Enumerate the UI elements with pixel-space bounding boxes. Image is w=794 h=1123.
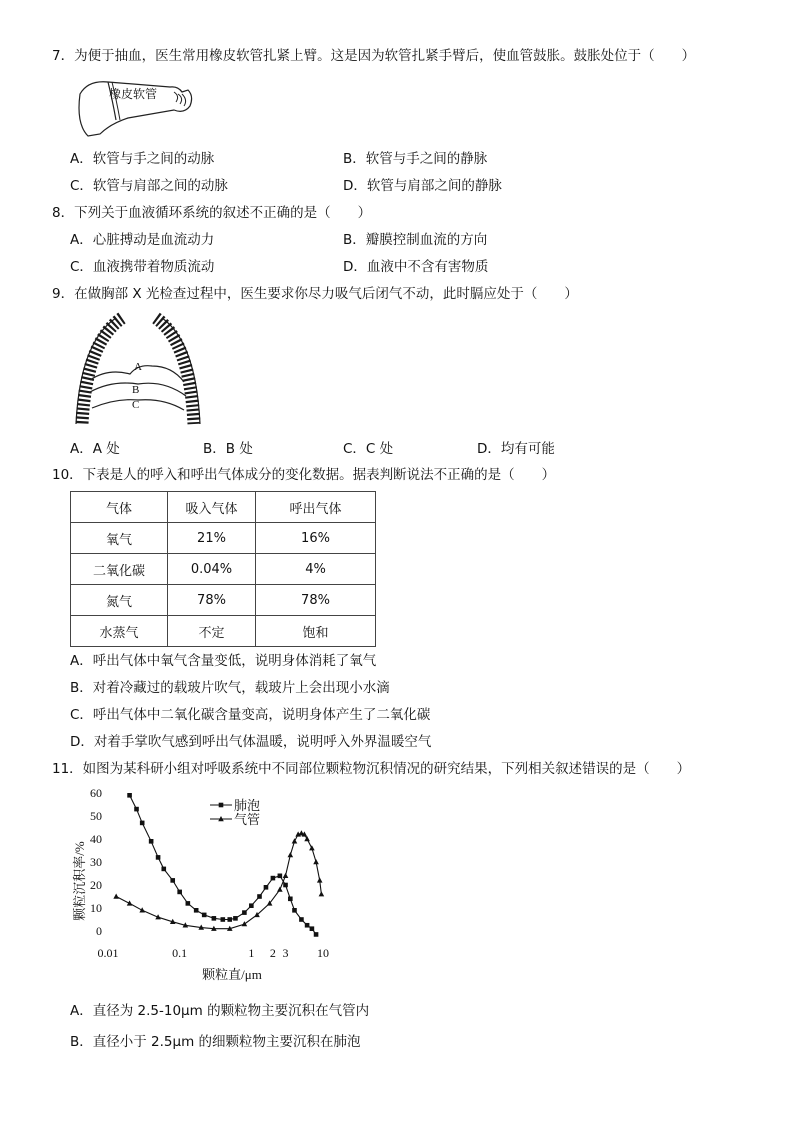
y-tick-label: 40 [90,832,102,846]
data-point-square [283,883,288,888]
table-cell: 水蒸气 [71,616,168,647]
table-cell: 16% [256,523,376,554]
data-point-square [202,913,207,918]
y-tick-label: 10 [90,901,102,915]
q7-option-c: C．软管与肩部之间的动脉 [70,178,228,194]
x-tick-label: 2 [269,946,276,960]
deposition-chart [68,783,348,988]
data-point-square [233,916,238,921]
table-header: 呼出气体 [256,492,376,523]
q9-option-c: C．C 处 [343,441,394,457]
data-point-square [134,807,139,812]
label-a: A [134,361,142,373]
table-cell: 氮气 [71,585,168,616]
data-point-square [299,917,304,922]
chart-xlabel: 颗粒直/μm [202,967,262,982]
legend-label: 气管 [234,812,261,827]
table-cell: 饱和 [256,616,376,647]
q9-option-a: A．A 处 [70,441,120,457]
table-row [71,523,376,554]
q7-option-a: A．软管与手之间的动脉 [70,151,215,167]
data-point-triangle [292,838,298,843]
data-point-square [305,923,310,928]
data-point-square [177,890,182,895]
data-point-triangle [288,852,294,857]
table-cell: 78% [168,585,256,616]
data-point-square [292,908,297,913]
data-point-square [170,878,175,883]
data-point-triangle [304,836,310,841]
legend-marker-square [219,803,224,808]
q9-option-b: B．B 处 [203,441,253,457]
data-point-triangle [139,907,145,912]
q10-option-d: D．对着手掌吹气感到呼出气体温暖，说明呼入外界温暖空气 [70,734,432,750]
arm-tourniquet-figure [70,72,195,142]
data-point-square [156,855,161,860]
q10-stem: 10．下表是人的呼入和呼出气体成分的变化数据。据表判断说法不正确的是（ ） [52,467,556,483]
q7-option-d: D．软管与肩部之间的静脉 [343,178,502,194]
q8-option-b: B．瓣膜控制血流的方向 [343,232,488,248]
data-point-square [127,793,132,798]
data-point-square [149,839,154,844]
q10-option-b: B．对着冷藏过的载玻片吹气，载玻片上会出现小水滴 [70,680,390,696]
data-point-triangle [277,887,283,892]
data-point-triangle [313,859,319,864]
q11-stem: 11．如图为某科研小组对呼吸系统中不同部位颗粒物沉积情况的研究结果，下列相关叙述错误的是（ ） [52,761,691,777]
tourniquet-label: 橡皮软管 [109,87,158,101]
x-tick-label: 3 [282,946,289,960]
table-cell: 氧气 [71,523,168,554]
table-row [71,585,376,616]
table-cell: 21% [168,523,256,554]
q7-option-b: B．软管与手之间的静脉 [343,151,488,167]
q11-option-b: B．直径小于 2.5μm 的细颗粒物主要沉积在肺泡 [70,1034,361,1050]
data-point-triangle [319,891,325,896]
q10-option-c: C．呼出气体中二氧化碳含量变高，说明身体产生了二氧化碳 [70,707,431,723]
table-cell: 4% [256,554,376,585]
q11-option-a: A．直径为 2.5-10μm 的颗粒物主要沉积在气管内 [70,1003,370,1019]
data-point-square [249,903,254,908]
table-cell: 二氧化碳 [71,554,168,585]
data-point-square [264,885,269,890]
data-point-square [186,901,191,906]
label-c: C [132,399,140,411]
q8-option-d: D．血液中不含有害物质 [343,259,489,275]
gas-composition-table [70,491,376,647]
data-point-triangle [127,900,133,905]
data-point-triangle [242,921,248,926]
data-point-square [161,867,166,872]
data-point-triangle [317,877,323,882]
data-point-square [278,874,283,879]
x-tick-label: 0.01 [97,946,119,960]
data-point-square [194,908,199,913]
data-point-square [271,876,276,881]
q9-option-d: D．均有可能 [477,441,555,457]
data-point-square [242,910,247,915]
data-point-triangle [113,894,119,899]
q8-option-c: C．血液携带着物质流动 [70,259,215,275]
q10-option-a: A．呼出气体中氧气含量变低，说明身体消耗了氧气 [70,653,377,669]
data-point-square [140,821,145,826]
data-point-square [227,917,232,922]
data-point-square [221,917,226,922]
data-point-square [314,932,319,937]
table-cell: 0.04% [168,554,256,585]
data-point-triangle [309,845,315,850]
table-cell: 不定 [168,616,256,647]
y-tick-label: 30 [90,855,102,869]
table-header-row [71,492,376,523]
label-b: B [132,384,140,396]
x-tick-label: 10 [317,946,329,960]
data-point-triangle [283,873,289,878]
table-header: 气体 [71,492,168,523]
y-tick-label: 50 [90,809,102,823]
chest-diaphragm-figure [72,312,204,430]
data-point-square [288,897,293,902]
chart-ylabel: 颗粒沉积率/% [72,841,87,921]
x-tick-label: 0.1 [172,946,188,960]
data-point-square [310,926,315,931]
data-point-square [257,894,262,899]
x-tick-label: 1 [248,946,255,960]
q8-stem: 8．下列关于血液循环系统的叙述不正确的是（ ） [52,205,372,221]
data-point-square [212,916,217,921]
table-header: 吸入气体 [168,492,256,523]
table-row [71,554,376,585]
q9-stem: 9．在做胸部 X 光检查过程中，医生要求你尽力吸气后闭气不动，此时膈应处于（ ） [52,286,578,302]
legend-label: 肺泡 [234,798,261,813]
y-tick-label: 0 [96,924,102,938]
table-row [71,616,376,647]
y-tick-label: 60 [90,786,102,800]
table-cell: 78% [256,585,376,616]
y-tick-label: 20 [90,878,102,892]
q7-stem: 7．为便于抽血，医生常用橡皮软管扎紧上臂。这是因为软管扎紧手臂后，使血管鼓胀。鼓胀处位于（ ） [52,48,696,64]
series-line-1 [116,833,321,928]
q8-option-a: A．心脏搏动是血流动力 [70,232,215,248]
